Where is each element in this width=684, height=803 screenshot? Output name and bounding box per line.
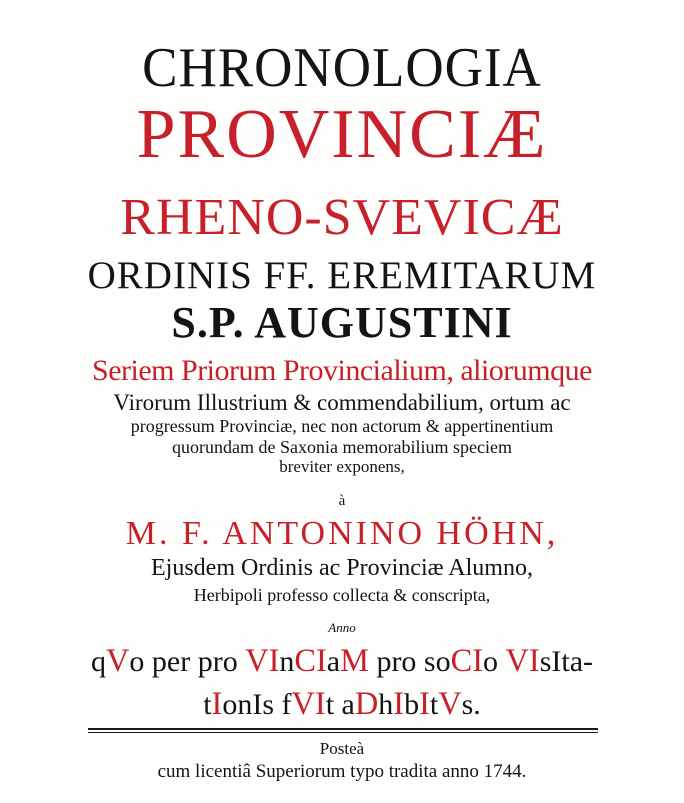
chronogram-line1-segment: sIta- (539, 645, 593, 678)
title-augustini: S.P. AUGUSTINI (171, 298, 513, 347)
subtitle-line-1: Seriem Priorum Provincialium, aliorumque (92, 354, 592, 387)
chronogram-line2-segment: VI (291, 686, 326, 722)
chronogram-line2-segment: I (393, 686, 405, 722)
chronogram-line1-segment: a (326, 645, 341, 678)
author-line-3: Herbipoli professo collecta & conscripta, (193, 585, 491, 605)
chronogram-line1-segment: V (106, 643, 130, 679)
imprint-line: cum licentiâ Superiorum typo tradita anno 1744. (157, 761, 527, 782)
title-rheno-suevicae: RHENO-SVEVICÆ (120, 189, 564, 246)
chronogram-line2-segment: s f (262, 688, 292, 721)
author-line-2: Ejusdem Ordinis ac Provinciæ Alumno, (151, 555, 533, 581)
chronogram-line1-segment: n (279, 645, 295, 678)
title-ordinis: ORDINIS FF. EREMITARUM (87, 254, 597, 297)
chronogram-line1-segment: o per pro (129, 645, 246, 678)
chronogram-line1-segment: o (483, 645, 506, 678)
imprint-postea: Posteà (319, 739, 365, 758)
author-name: M. F. ANTONINO HÖHN, (125, 515, 559, 552)
chronogram-line2-segment: t a (325, 688, 355, 721)
chronogram-line1-segment: I (316, 643, 327, 679)
chronogram-line2-segment: t (203, 688, 212, 721)
subtitle-line-4: quorundam de Saxonia memorabilium speciem (172, 437, 512, 457)
chronogram-line-2 (0, 688, 684, 720)
title-provinciae: PROVINCIÆ (136, 96, 548, 173)
title-chronologia: CHRONOLOGIA (142, 37, 542, 99)
chronogram-line2-segment: I (419, 686, 430, 722)
chronogram-line1-segment: VI (505, 643, 540, 679)
chronogram-line2-segment: s. (461, 688, 481, 721)
subtitle-line-3: progressum Provinciæ, nec non actorum & appertinentium (130, 416, 554, 436)
chronogram-line2-segment: D (354, 686, 379, 722)
chronogram-line1-segment: M (340, 643, 369, 679)
chronogram-line2-segment: I (211, 686, 223, 722)
by-word: à (338, 493, 346, 509)
chronogram-line1-segment: CI (450, 643, 483, 679)
chronogram-line2-segment: t (429, 688, 439, 721)
chronogram-line1-segment: pro so (368, 645, 451, 678)
chronogram-line2-segment: b (404, 688, 420, 721)
chronogram-line1-segment: C (294, 643, 316, 679)
subtitle-line-2: Virorum Illustrium & commendabilium, ortum ac (113, 390, 571, 415)
double-rule-divider (88, 728, 598, 730)
chronogram-line2-segment: h (378, 688, 394, 721)
anno-label: Anno (328, 620, 356, 635)
chronogram-line2-segment: onI (222, 688, 263, 721)
chronogram-line2-segment: V (438, 686, 462, 722)
subtitle-line-5: breviter exponens, (279, 457, 405, 476)
chronogram-line-1 (0, 645, 684, 677)
chronogram-line1-segment: VI (245, 643, 280, 679)
chronogram-line1-segment: q (91, 645, 106, 678)
